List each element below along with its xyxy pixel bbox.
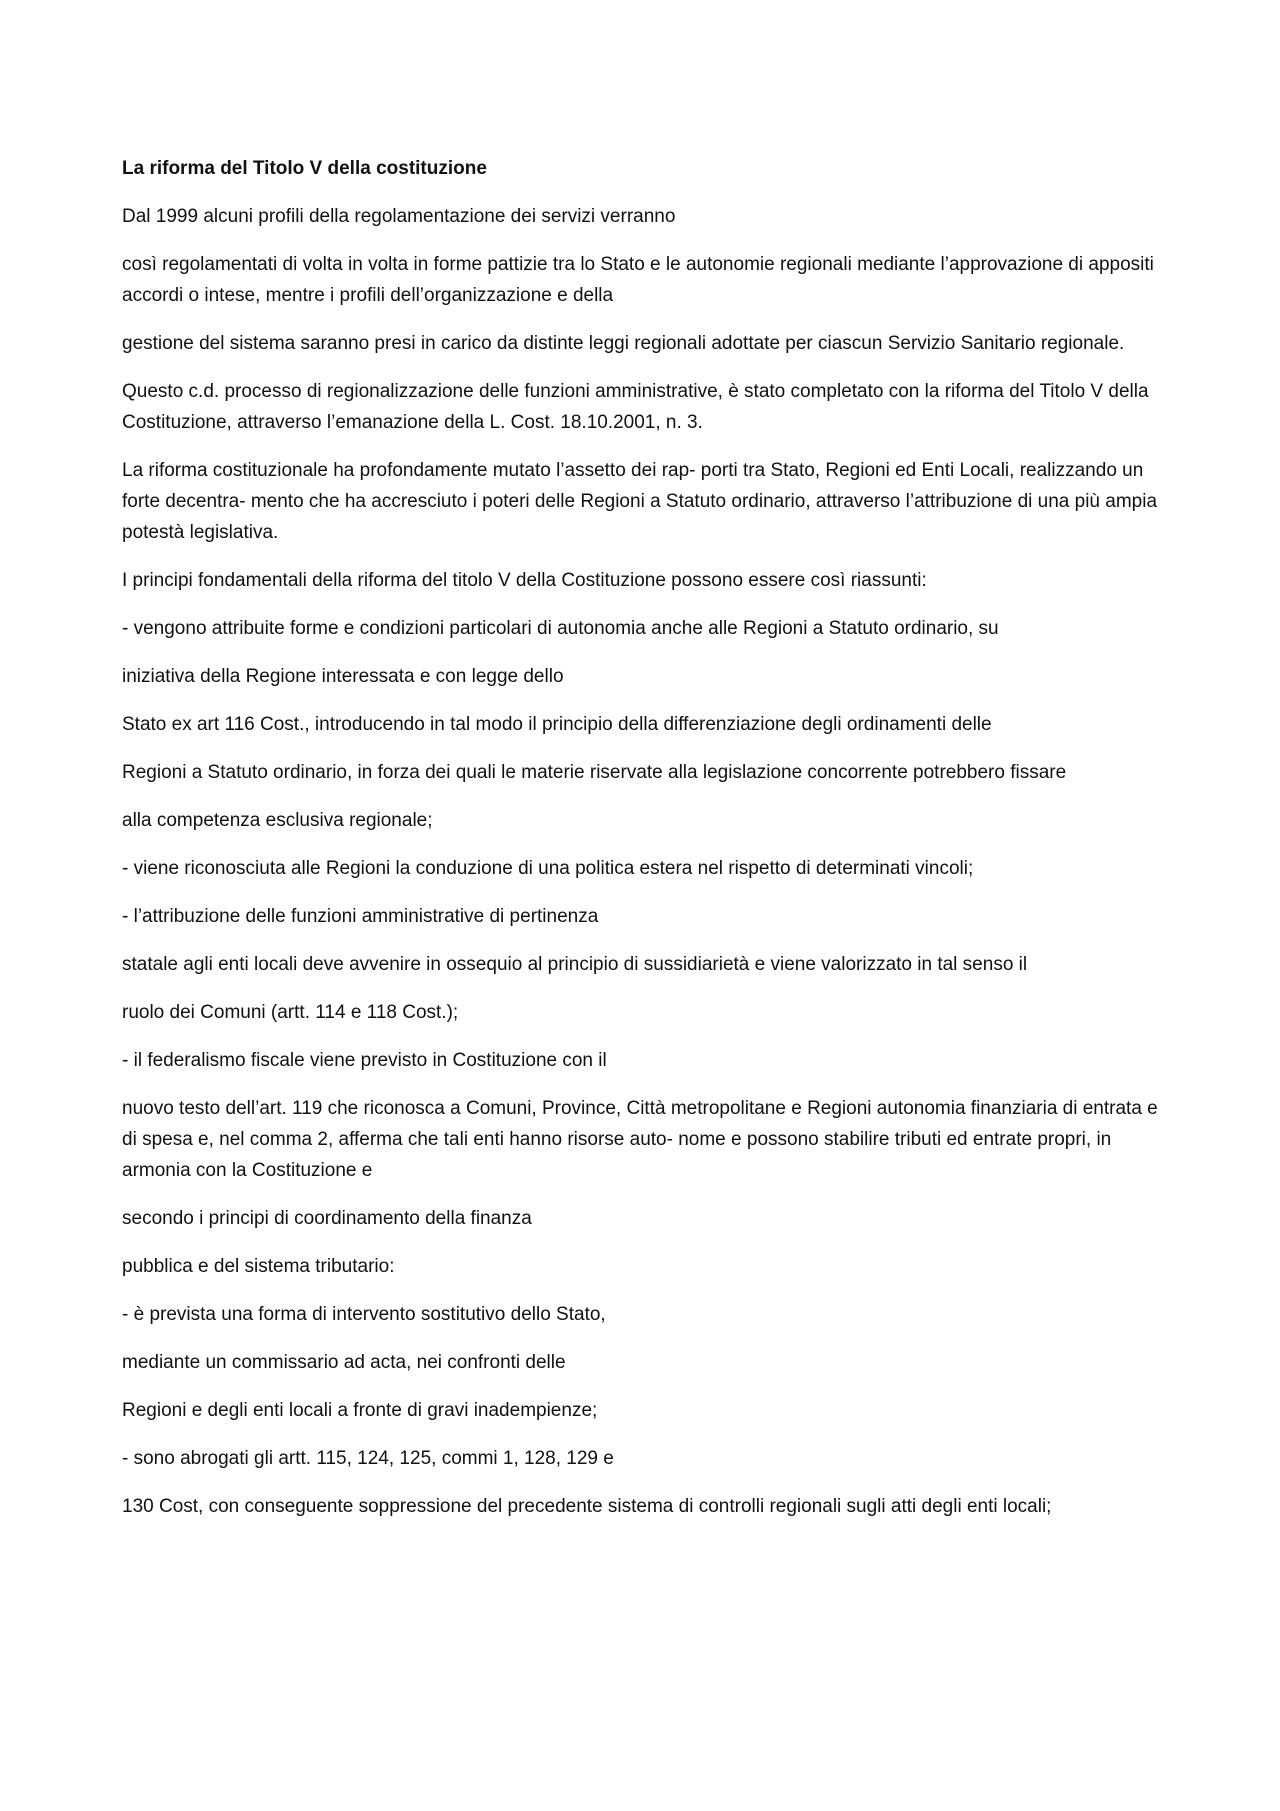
- paragraph: così regolamentati di volta in volta in forme pattizie tra lo Stato e le autonomie regionali mediante l’approvazione di appositi accordi o intese, mentre i profili dell’organizzazione e della: [122, 254, 1154, 306]
- paragraph: - il federalismo fiscale viene previsto in Costituzione con il: [122, 1050, 607, 1071]
- document-title: La riforma del Titolo V della costituzione: [122, 158, 487, 179]
- paragraph: Dal 1999 alcuni profili della regolamentazione dei servizi verranno: [122, 206, 676, 227]
- paragraph: statale agli enti locali deve avvenire in ossequio al principio di sussidiarietà e viene valorizzato in tal senso il: [122, 954, 1028, 975]
- paragraph: - viene riconosciuta alle Regioni la conduzione di una politica estera nel rispetto di determinati vincoli;: [122, 858, 974, 879]
- paragraph: - l’attribuzione delle funzioni amministrative di pertinenza: [122, 906, 599, 927]
- paragraph: secondo i principi di coordinamento della finanza: [122, 1208, 532, 1229]
- paragraph: - sono abrogati gli artt. 115, 124, 125, commi 1, 128, 129 e: [122, 1448, 614, 1469]
- paragraph: alla competenza esclusiva regionale;: [122, 810, 433, 831]
- paragraph: Regioni a Statuto ordinario, in forza dei quali le materie riservate alla legislazione concorrente potrebbero fissare: [122, 762, 1067, 783]
- paragraph: La riforma costituzionale ha profondamente mutato l’assetto dei rap- porti tra Stato, Regioni ed Enti Locali, realizzando un forte decentra- mento che ha accresciuto i poteri delle Regioni a Statuto ordinario, attraverso l’attribuzione di una più ampia potestà legislativa.: [122, 460, 1158, 543]
- paragraph: - è prevista una forma di intervento sostitutivo dello Stato,: [122, 1304, 606, 1325]
- paragraph: pubblica e del sistema tributario:: [122, 1256, 395, 1277]
- paragraph: mediante un commissario ad acta, nei confronti delle: [122, 1352, 566, 1373]
- paragraph: Regioni e degli enti locali a fronte di gravi inadempienze;: [122, 1400, 598, 1421]
- paragraph: ruolo dei Comuni (artt. 114 e 118 Cost.);: [122, 1002, 459, 1023]
- paragraph: - vengono attribuite forme e condizioni particolari di autonomia anche alle Regioni a Statuto ordinario, su: [122, 618, 999, 639]
- paragraph: Stato ex art 116 Cost., introducendo in tal modo il principio della differenziazione degli ordinamenti delle: [122, 714, 992, 735]
- paragraph: gestione del sistema saranno presi in carico da distinte leggi regionali adottate per ciascun Servizio Sanitario regionale.: [122, 333, 1125, 354]
- paragraph: iniziativa della Regione interessata e con legge dello: [122, 666, 564, 687]
- paragraph: nuovo testo dell’art. 119 che riconosca a Comuni, Province, Città metropolitane e Regioni autonomia finanziaria di entrata e di spesa e, nel comma 2, afferma che tali enti hanno risorse auto- nome e possono stabilire tributi ed entrate propri, in armonia con la Costituzione e: [122, 1098, 1158, 1181]
- paragraph: 130 Cost, con conseguente soppressione del precedente sistema di controlli regionali sugli atti degli enti locali;: [122, 1496, 1052, 1517]
- paragraph: I principi fondamentali della riforma del titolo V della Costituzione possono essere così riassunti:: [122, 570, 927, 591]
- paragraph: Questo c.d. processo di regionalizzazione delle funzioni amministrative, è stato completato con la riforma del Titolo V della Costituzione, attraverso l’emanazione della L. Cost. 18.10.2001, n. 3.: [122, 381, 1149, 433]
- document-body: [122, 153, 1172, 1539]
